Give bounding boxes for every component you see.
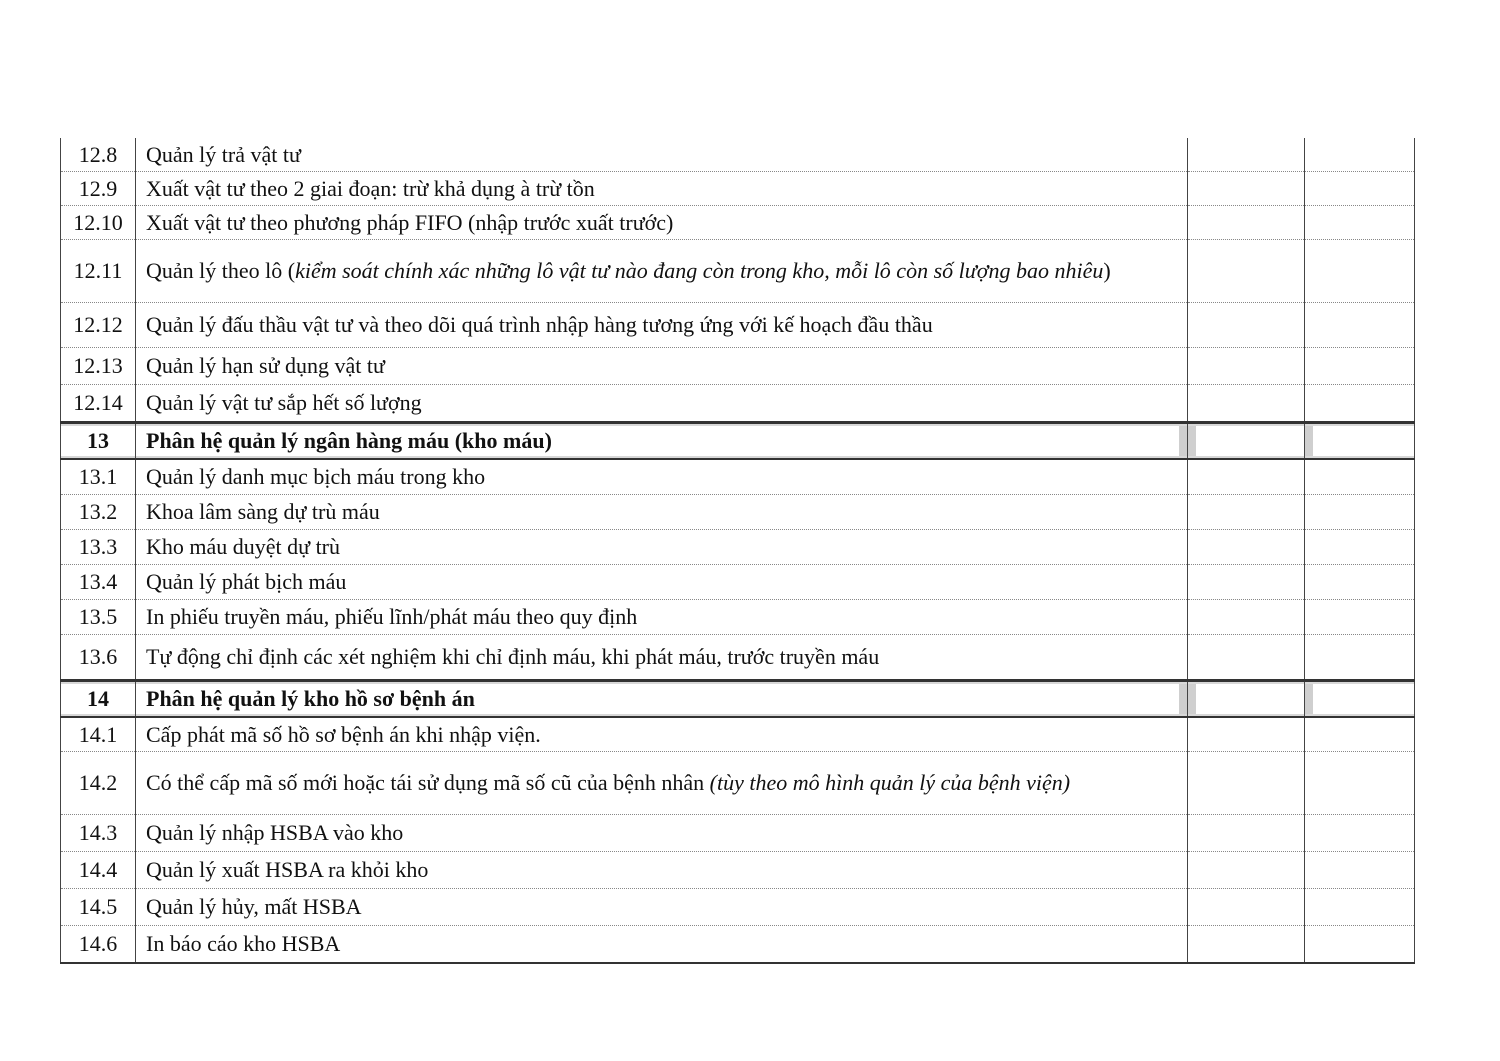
empty-cell (1188, 926, 1305, 964)
empty-cell (1188, 303, 1305, 348)
section-header-row (61, 681, 1415, 718)
row-number: 12.14 (61, 385, 136, 423)
empty-cell (1305, 752, 1415, 815)
empty-cell (1188, 423, 1305, 460)
table-row (61, 459, 1415, 495)
row-description: Quản lý hủy, mất HSBA (136, 889, 1188, 926)
row-description: Quản lý vật tư sắp hết số lượng (136, 385, 1188, 423)
row-number: 12.12 (61, 303, 136, 348)
empty-cell (1305, 423, 1415, 460)
row-description: Kho máu duyệt dự trù (136, 530, 1188, 565)
empty-cell (1188, 530, 1305, 565)
row-description: Quản lý đấu thầu vật tư và theo dõi quá trình nhập hàng tương ứng với kế hoạch đầu thầu (136, 303, 1188, 348)
row-description: Xuất vật tư theo 2 giai đoạn: trừ khả dụng à trừ tồn (136, 172, 1188, 206)
empty-cell (1188, 635, 1305, 681)
empty-cell (1305, 565, 1415, 600)
row-description: Quản lý phát bịch máu (136, 565, 1188, 600)
row-number: 12.10 (61, 206, 136, 240)
empty-cell (1188, 717, 1305, 752)
row-description: In phiếu truyền máu, phiếu lĩnh/phát máu theo quy định (136, 600, 1188, 635)
row-number: 13.2 (61, 495, 136, 530)
row-number: 13.6 (61, 635, 136, 681)
row-number: 14.1 (61, 717, 136, 752)
row-number: 13.5 (61, 600, 136, 635)
table-row (61, 852, 1415, 889)
row-description: Quản lý xuất HSBA ra khỏi kho (136, 852, 1188, 889)
table-row (61, 206, 1415, 240)
table-row (61, 348, 1415, 385)
row-number: 14.6 (61, 926, 136, 964)
empty-cell (1188, 172, 1305, 206)
table-row (61, 926, 1415, 964)
row-number: 13.3 (61, 530, 136, 565)
section-number: 13 (61, 423, 136, 460)
empty-cell (1188, 600, 1305, 635)
table-row (61, 635, 1415, 681)
empty-cell (1305, 495, 1415, 530)
empty-cell (1188, 240, 1305, 303)
empty-cell (1188, 815, 1305, 852)
row-number: 12.13 (61, 348, 136, 385)
row-number: 14.2 (61, 752, 136, 815)
empty-cell (1305, 889, 1415, 926)
row-number: 12.8 (61, 138, 136, 172)
requirements-table (60, 138, 1415, 964)
table-row (61, 752, 1415, 815)
empty-cell (1188, 889, 1305, 926)
row-number: 13.1 (61, 459, 136, 495)
table-row (61, 303, 1415, 348)
section-title: Phân hệ quản lý kho hồ sơ bệnh án (136, 681, 1188, 718)
empty-cell (1188, 348, 1305, 385)
table-row (61, 600, 1415, 635)
empty-cell (1305, 530, 1415, 565)
row-description: In báo cáo kho HSBA (136, 926, 1188, 964)
table-row (61, 889, 1415, 926)
row-number: 13.4 (61, 565, 136, 600)
empty-cell (1188, 385, 1305, 423)
table-row (61, 717, 1415, 752)
empty-cell (1188, 495, 1305, 530)
row-text: Có thể cấp mã số mới hoặc tái sử dụng mã số cũ của bệnh nhân (146, 770, 710, 795)
empty-cell (1305, 681, 1415, 718)
row-description (136, 240, 1188, 303)
empty-cell (1305, 459, 1415, 495)
empty-cell (1188, 206, 1305, 240)
table-row (61, 385, 1415, 423)
empty-cell (1305, 138, 1415, 172)
empty-cell (1305, 717, 1415, 752)
empty-cell (1188, 565, 1305, 600)
row-number: 14.4 (61, 852, 136, 889)
table-row (61, 172, 1415, 206)
empty-cell (1305, 240, 1415, 303)
section-title: Phân hệ quản lý ngân hàng máu (kho máu) (136, 423, 1188, 460)
empty-cell (1188, 852, 1305, 889)
empty-cell (1305, 600, 1415, 635)
row-text-tail: ) (1103, 258, 1111, 283)
table-row (61, 565, 1415, 600)
empty-cell (1305, 852, 1415, 889)
table-row (61, 815, 1415, 852)
empty-cell (1305, 385, 1415, 423)
row-italic-note: kiểm soát chính xác những lô vật tư nào đang còn trong kho, mỗi lô còn số lượng bao nhiêu (295, 258, 1104, 283)
empty-cell (1188, 752, 1305, 815)
empty-cell (1305, 348, 1415, 385)
row-text: Quản lý theo lô ( (146, 258, 296, 283)
empty-cell (1188, 681, 1305, 718)
table-row (61, 240, 1415, 303)
empty-cell (1305, 206, 1415, 240)
row-number: 12.9 (61, 172, 136, 206)
table-row (61, 530, 1415, 565)
row-description: Quản lý hạn sử dụng vật tư (136, 348, 1188, 385)
empty-cell (1305, 172, 1415, 206)
row-description (136, 752, 1188, 815)
row-description: Quản lý trả vật tư (136, 138, 1188, 172)
table-row (61, 495, 1415, 530)
section-header-row (61, 423, 1415, 460)
empty-cell (1188, 138, 1305, 172)
row-number: 14.3 (61, 815, 136, 852)
row-description: Tự động chỉ định các xét nghiệm khi chỉ định máu, khi phát máu, trước truyền máu (136, 635, 1188, 681)
empty-cell (1305, 815, 1415, 852)
empty-cell (1305, 926, 1415, 964)
row-description: Quản lý nhập HSBA vào kho (136, 815, 1188, 852)
row-number: 14.5 (61, 889, 136, 926)
row-description: Cấp phát mã số hồ sơ bệnh án khi nhập viện. (136, 717, 1188, 752)
row-italic-note: (tùy theo mô hình quản lý của bệnh viện) (709, 770, 1071, 795)
empty-cell (1305, 303, 1415, 348)
empty-cell (1188, 459, 1305, 495)
row-description: Xuất vật tư theo phương pháp FIFO (nhập trước xuất trước) (136, 206, 1188, 240)
row-description: Khoa lâm sàng dự trù máu (136, 495, 1188, 530)
row-description: Quản lý danh mục bịch máu trong kho (136, 459, 1188, 495)
empty-cell (1305, 635, 1415, 681)
table-row (61, 138, 1415, 172)
section-number: 14 (61, 681, 136, 718)
row-number: 12.11 (61, 240, 136, 303)
